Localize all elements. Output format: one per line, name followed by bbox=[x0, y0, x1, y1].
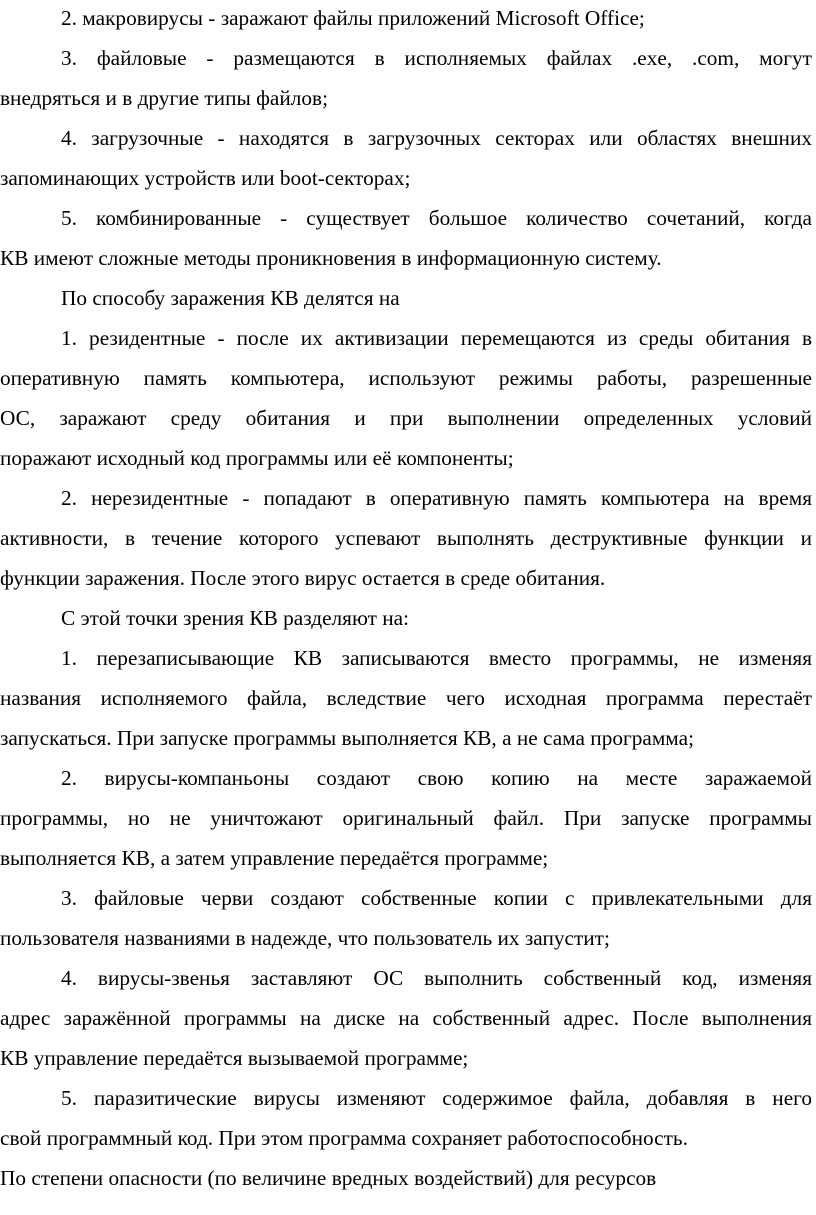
text-line: 4. вирусы-звенья заставляют ОС выполнить собственный код, изменяя bbox=[61, 966, 812, 990]
text-line: КВ управление передаётся вызываемой программе; bbox=[0, 1046, 469, 1070]
text-line: ОС, заражают среду обитания и при выполнении определенных условий bbox=[0, 406, 812, 430]
text-line: запоминающих устройств или boot-секторах; bbox=[0, 166, 411, 190]
text-line: 4. загрузочные - находятся в загрузочных секторах или областях внешних bbox=[61, 126, 812, 150]
text-line: 1. перезаписывающие КВ записываются вместо программы, не изменяя bbox=[61, 646, 812, 670]
text-line: 2. вирусы-компаньоны создают свою копию на месте заражаемой bbox=[61, 766, 812, 790]
text-line: 1. резидентные - после их активизации перемещаются из среды обитания в bbox=[61, 326, 812, 350]
text-line: 3. файловые - размещаются в исполняемых файлах .exe, .com, могут bbox=[61, 46, 812, 70]
text-line: поражают исходный код программы или её компоненты; bbox=[0, 446, 514, 470]
text-line: 2. нерезидентные - попадают в оперативную память компьютера на время bbox=[61, 486, 812, 510]
text-line: выполняется КВ, а затем управление передаётся программе; bbox=[0, 846, 549, 870]
text-line: программы, но не уничтожают оригинальный файл. При запуске программы bbox=[0, 806, 812, 830]
section-heading: С этой точки зрения КВ разделяют на: bbox=[61, 606, 409, 630]
text-line: 5. комбинированные - существует большое количество сочетаний, когда bbox=[61, 206, 812, 230]
text-line: оперативную память компьютера, используют режимы работы, разрешенные bbox=[0, 366, 812, 390]
text-line: названия исполняемого файла, вследствие чего исходная программа перестаёт bbox=[0, 686, 812, 710]
text-line: КВ имеют сложные методы проникновения в информационную систему. bbox=[0, 246, 662, 270]
text-line: 5. паразитические вирусы изменяют содержимое файла, добавляя в него bbox=[61, 1086, 812, 1110]
section-heading: По способу заражения КВ делятся на bbox=[61, 286, 400, 310]
text-line: запускаться. При запуске программы выполняется КВ, а не сама программа; bbox=[0, 726, 694, 750]
text-line: активности, в течение которого успевают выполнять деструктивные функции и bbox=[0, 526, 812, 550]
text-line: внедряться и в другие типы файлов; bbox=[0, 86, 328, 110]
text-line: 2. макровирусы - заражают файлы приложений Microsoft Office; bbox=[61, 6, 645, 30]
text-line: 3. файловые черви создают собственные копии с привлекательными для bbox=[61, 886, 812, 910]
text-line: функции заражения. После этого вирус остается в среде обитания. bbox=[0, 566, 606, 590]
text-line: пользователя названиями в надежде, что пользователь их запустит; bbox=[0, 926, 610, 950]
text-line: По степени опасности (по величине вредных воздействий) для ресурсов bbox=[0, 1166, 657, 1190]
text-line: адрес заражённой программы на диске на собственный адрес. После выполнения bbox=[0, 1006, 812, 1030]
text-line: свой программный код. При этом программа сохраняет работоспособность. bbox=[0, 1126, 688, 1150]
